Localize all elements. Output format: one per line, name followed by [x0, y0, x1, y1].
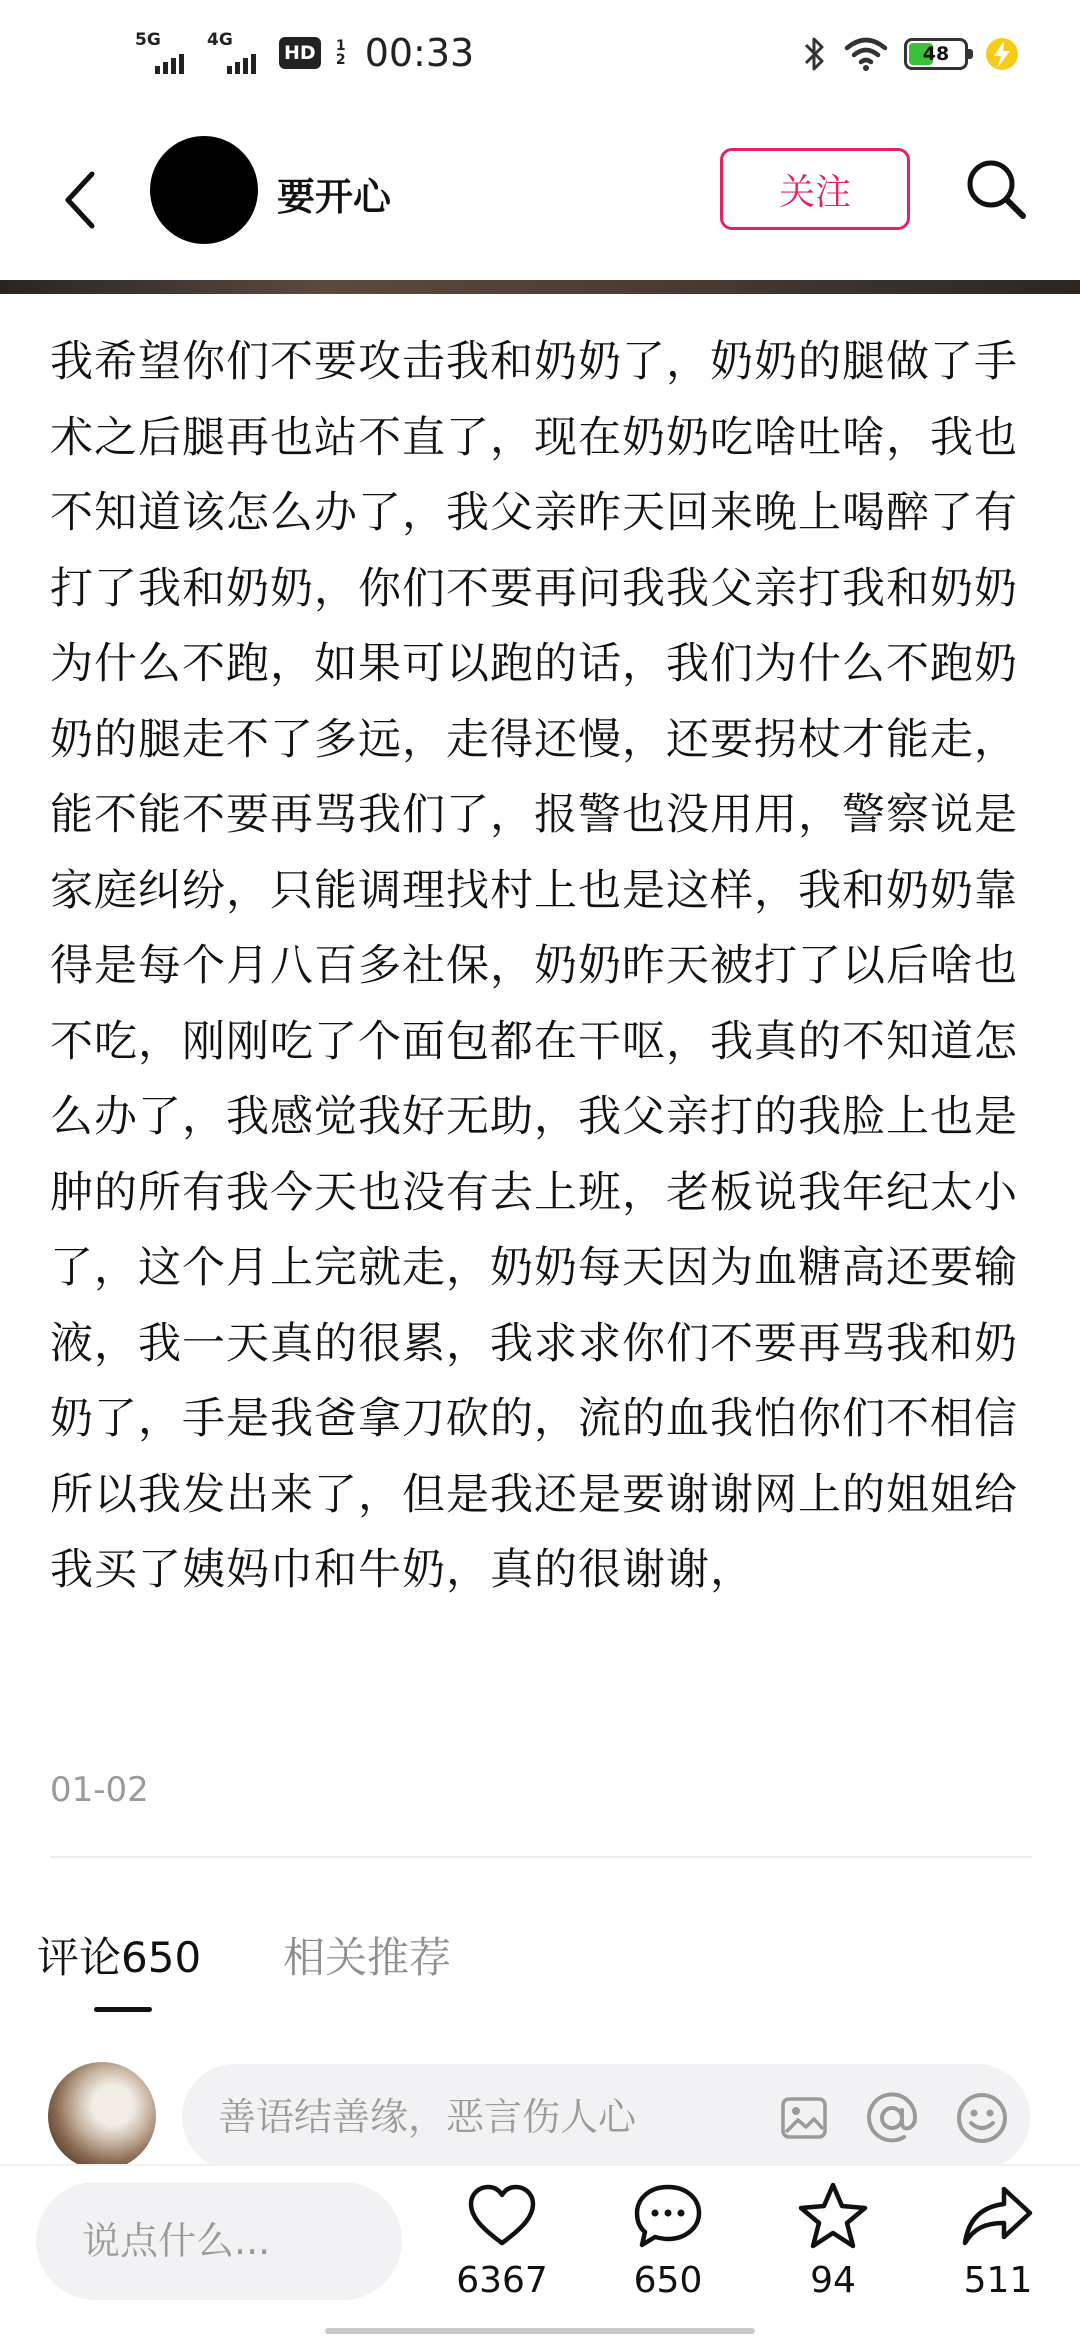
- at-icon[interactable]: [864, 2090, 920, 2146]
- battery-level: 48: [922, 43, 950, 65]
- battery-icon: [904, 38, 968, 70]
- comment-input-tools: [778, 2090, 1010, 2146]
- tab-comments-count: 650: [121, 1933, 202, 1982]
- post-body-text: 我希望你们不要攻击我和奶奶了，奶奶的腿做了手术之后腿再也站不直了，现在奶奶吃啥吐啥，我也不知道该怎么办了，我父亲昨天回来晚上喝醉了有打了我和奶奶，你们不要再问我我父亲打我和奶奶为什么不跑，如果可以跑的话，我们为什么不跑奶奶的腿走不了多远，走得还慢，还要拐杖才能走，能不能不要再骂我们了，报警也没用用，警察说是家庭纠纷，只能调理找村上也是这样，我和奶奶靠得是每个月八百多社保，奶奶昨天被打了以后啥也不吃，刚刚吃了个面包都在干呕，我真的不知道怎么办了，我感觉我好无助，我父亲打的我脸上也是肿的所有我今天也没有去上班，老板说我年纪太小了，这个月上完就走，奶奶每天因为血糖高还要输液，我一天真的很累，我求求你们不要再骂我和奶奶了，手是我爸拿刀砍的，流的血我怕你们不相信所以我发出来了，但是我还是要谢谢网上的姐姐给我买了姨妈巾和牛奶，真的很谢谢，: [50, 337, 1018, 1595]
- say-something-placeholder: 说点什么...: [82, 2219, 271, 2263]
- post-header: [0, 120, 1080, 280]
- star-icon: [796, 2180, 870, 2252]
- bluetooth-icon: [802, 34, 828, 74]
- signal-bars-icon: [227, 54, 256, 74]
- hd-sim-1: 1: [335, 38, 346, 54]
- wifi-icon: [844, 36, 888, 72]
- active-tab-indicator: [94, 2007, 152, 2012]
- heart-icon: [466, 2183, 538, 2249]
- chevron-left-icon: [62, 170, 98, 230]
- follow-button[interactable]: 关注: [720, 148, 910, 230]
- favorite-count: 94: [810, 2260, 856, 2301]
- comment-button[interactable]: [603, 2176, 733, 2301]
- bottom-action-bar: [0, 2164, 1080, 2340]
- status-bar: [0, 0, 1080, 120]
- like-button[interactable]: [437, 2176, 567, 2301]
- favorite-button[interactable]: [768, 2176, 898, 2301]
- content-divider: [50, 1856, 1032, 1858]
- hd-sim-2: 2: [335, 52, 346, 68]
- signal-bars-icon: [155, 54, 184, 74]
- share-arrow-icon: [960, 2183, 1036, 2249]
- author-name[interactable]: 要开心: [277, 175, 392, 219]
- tab-comments-label: 评论: [37, 1933, 122, 1982]
- signal-5g: [135, 30, 193, 76]
- say-something-input[interactable]: [36, 2182, 402, 2300]
- share-button[interactable]: [933, 2176, 1063, 2301]
- image-icon[interactable]: [778, 2092, 830, 2144]
- comment-input[interactable]: [182, 2064, 1030, 2170]
- comment-count: 650: [633, 2260, 703, 2301]
- signal-4g-label: 4G: [207, 30, 233, 50]
- tab-related[interactable]: 相关推荐: [283, 1933, 452, 1982]
- hd-voice-icon: HD: [279, 37, 321, 69]
- like-count: 6367: [456, 2260, 548, 2301]
- hd-sim-indicator: [335, 39, 347, 67]
- status-right: [802, 34, 1020, 74]
- comment-input-placeholder: 善语结善缘，恶言伤人心: [218, 2095, 637, 2139]
- status-time: 00:33: [364, 31, 475, 75]
- search-button[interactable]: [960, 146, 1032, 232]
- user-avatar: [48, 2062, 156, 2170]
- search-icon: [963, 156, 1029, 222]
- signal-4g: [207, 30, 265, 76]
- share-count: 511: [963, 2260, 1033, 2301]
- tab-comments[interactable]: [37, 1925, 201, 1985]
- comment-bubble-icon: [632, 2182, 704, 2250]
- signal-5g-label: 5G: [135, 30, 161, 50]
- charging-icon: [984, 36, 1020, 72]
- emoji-icon[interactable]: [954, 2090, 1010, 2146]
- post-date: 01-02: [50, 1770, 149, 1810]
- status-left: [135, 30, 474, 76]
- back-button[interactable]: [50, 150, 110, 250]
- post-image-edge: [0, 280, 1080, 294]
- author-avatar[interactable]: [150, 136, 258, 244]
- home-indicator[interactable]: [325, 2328, 755, 2334]
